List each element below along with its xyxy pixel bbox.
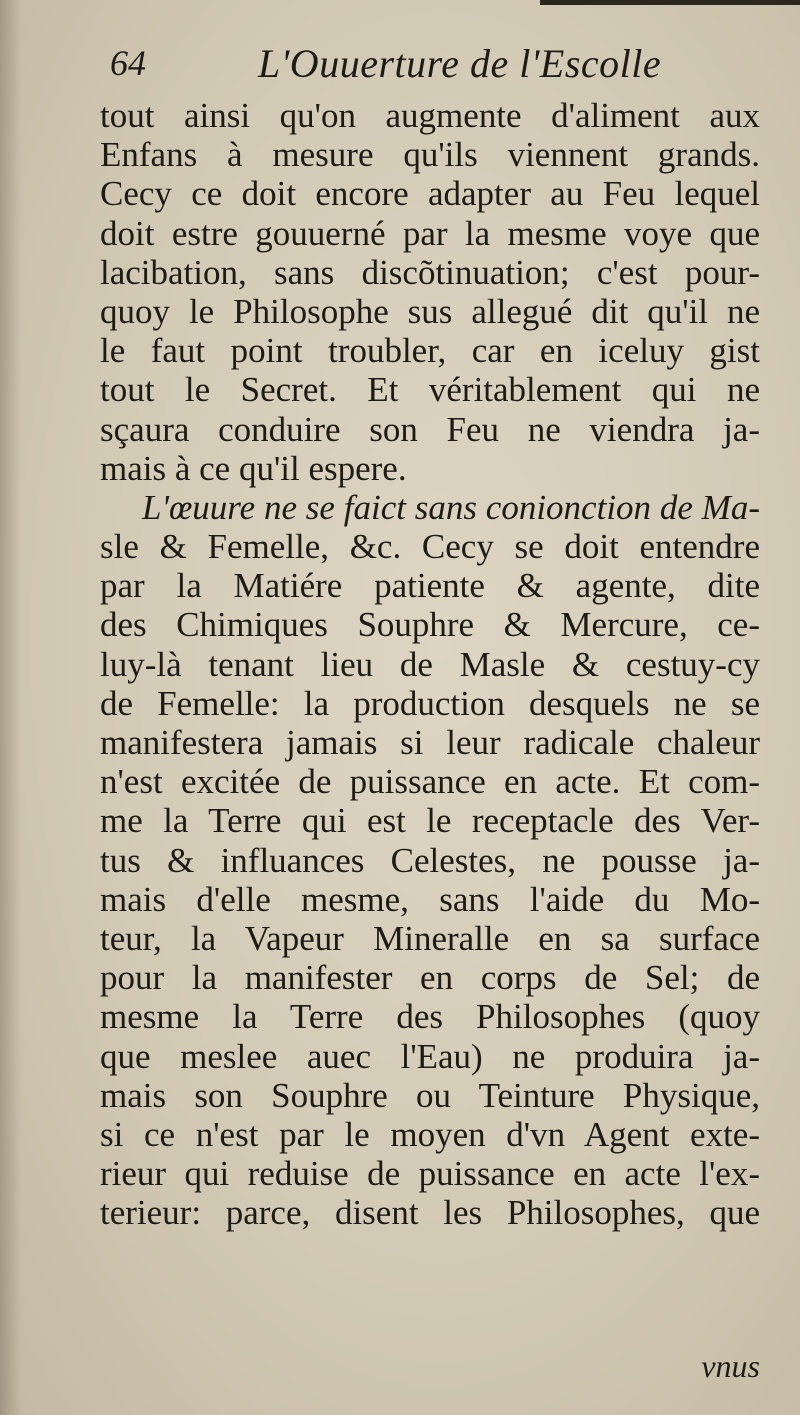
text-line: mais d'elle mesme, sans l'aide du Mo- [100, 879, 760, 919]
text-line: mais à ce qu'il espere. [100, 448, 407, 488]
text-line: sle & Femelle, &c. Cecy se doit entendre [100, 527, 760, 567]
text-line: par la Matiére patiente & agente, dite [100, 566, 760, 606]
text-line: rieur qui reduise de puissance en acte l'ex- [100, 1154, 760, 1194]
text-line: terieur: parce, disent les Philosophes, que [100, 1193, 760, 1233]
text-line: n'est excitée de puissance en acte. Et com- [100, 762, 760, 802]
text-line: de Femelle: la production desquels ne se [100, 683, 760, 723]
text-line: tus & influances Celestes, ne pousse ja- [100, 840, 760, 880]
page-top-edge [540, 0, 800, 5]
text-line: que meslee auec l'Eau) ne produira ja- [100, 1036, 760, 1076]
text-line: Enfans à mesure qu'ils viennent grands. [100, 135, 760, 175]
gutter-shadow [0, 0, 22, 1415]
text-line: mais son Souphre ou Teinture Physique, [100, 1075, 760, 1115]
text-line: luy-là tenant lieu de Masle & cestuy-cy [100, 644, 760, 684]
text-line: quoy le Philosophe sus allegué dit qu'il ne [100, 291, 760, 331]
text-line: me la Terre qui est le receptacle des Ver- [100, 801, 760, 841]
text-line: mesme la Terre des Philosophes (quoy [100, 997, 760, 1037]
page-number: 64 [110, 43, 146, 83]
text-line: tout ainsi qu'on augmente d'aliment aux [100, 96, 760, 135]
page-header [110, 40, 710, 90]
text-line: L'œuure ne se faict sans conionction de Ma- [142, 487, 760, 527]
text-line: tout le Secret. Et véritablement qui ne [100, 370, 760, 410]
text-line: des Chimiques Souphre & Mercure, ce- [100, 605, 760, 645]
body-text [100, 96, 760, 1232]
catchword: vnus [701, 1348, 760, 1384]
text-line: sçaura conduire son Feu ne viendra ja- [100, 409, 760, 449]
text-line: doit estre gouuerné par la mesme voye que [100, 213, 760, 253]
text-line: le faut point troubler, car en iceluy gist [100, 331, 760, 371]
text-line: lacibation, sans discõtinuation; c'est pour- [100, 252, 760, 292]
text-line: teur, la Vapeur Mineralle en sa surface [100, 918, 760, 958]
text-line: pour la manifester en corps de Sel; de [100, 958, 760, 998]
running-title: L'Ouuerture de l'Escolle [258, 41, 662, 86]
text-line: Cecy ce doit encore adapter au Feu lequel [100, 174, 760, 214]
text-line: manifestera jamais si leur radicale chaleur [100, 723, 760, 762]
text-line: si ce n'est par le moyen d'vn Agent exte- [100, 1114, 760, 1154]
